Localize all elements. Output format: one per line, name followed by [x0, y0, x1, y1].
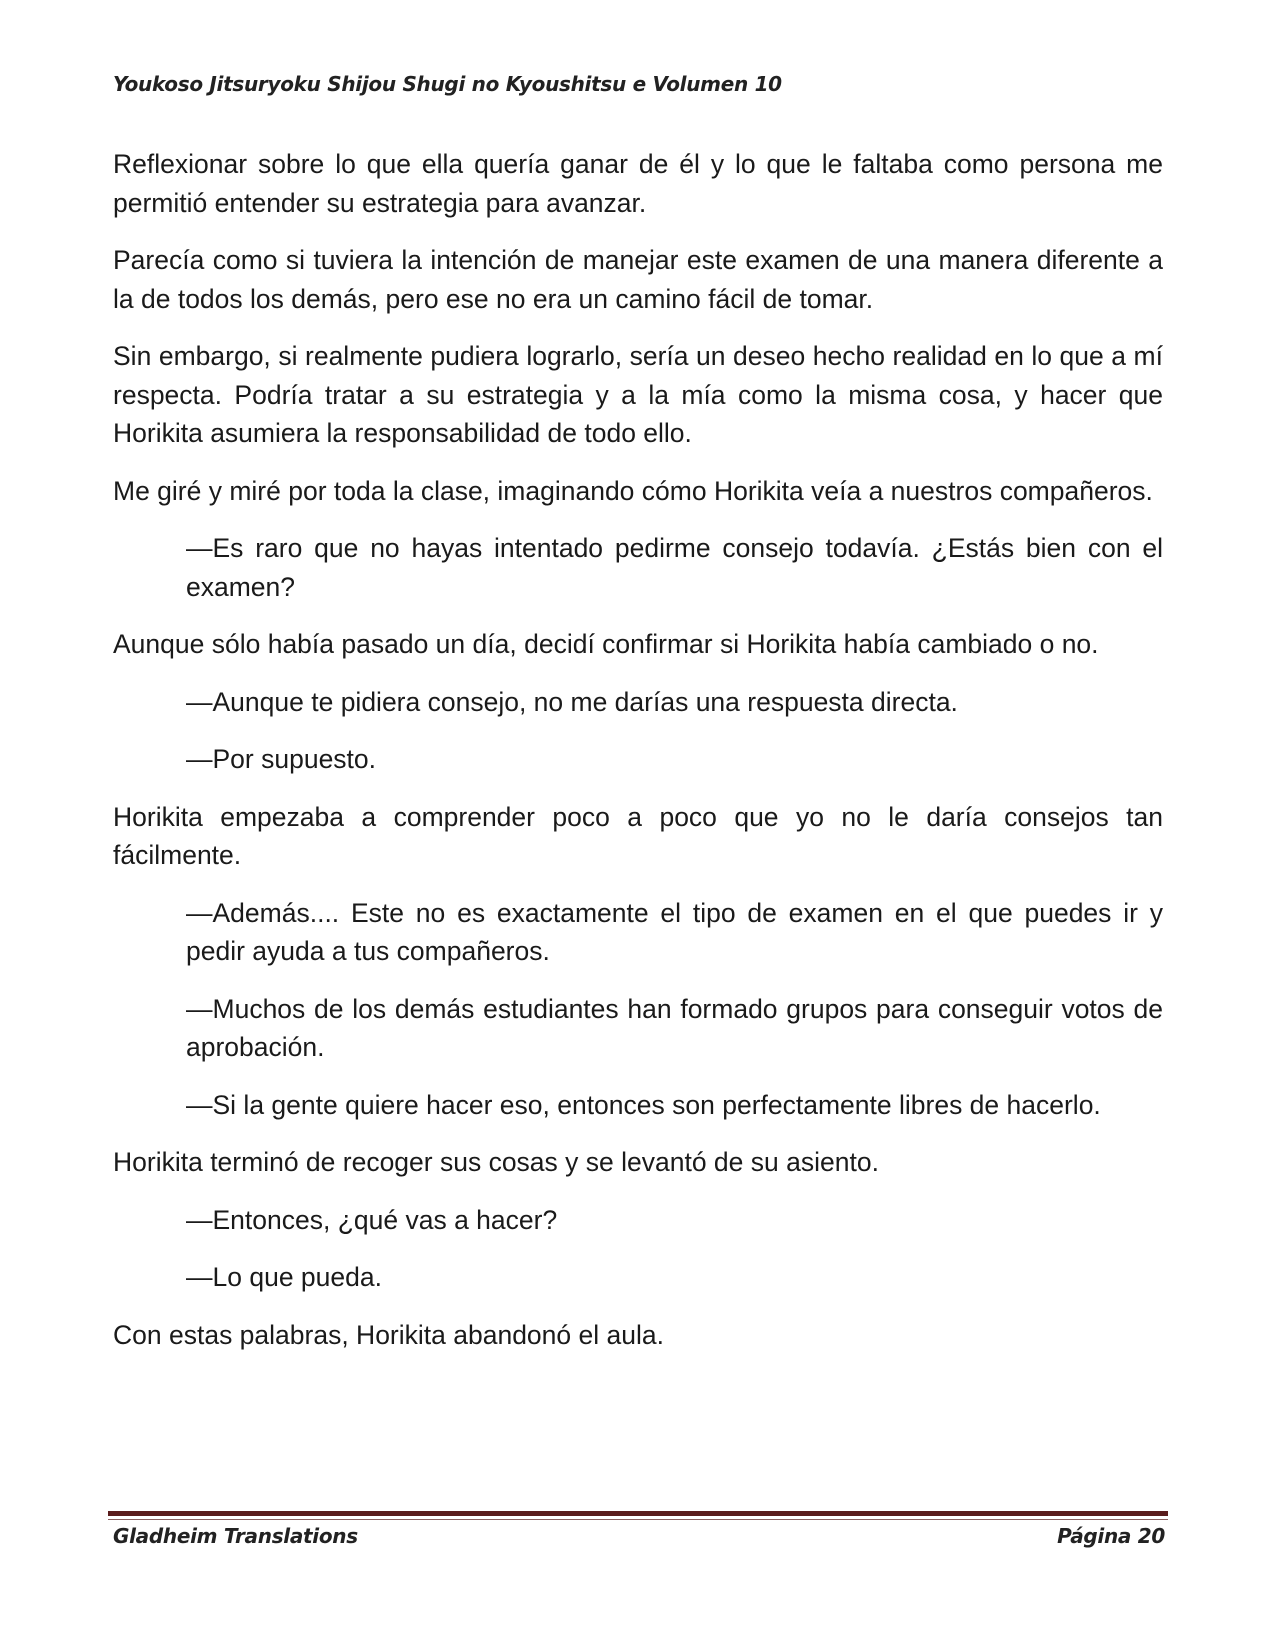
dialogue-paragraph: —Muchos de los demás estudiantes han formado grupos para conseguir votos de aprobación.: [186, 993, 1163, 1062]
dialogue-paragraph: —Lo que pueda.: [186, 1262, 382, 1292]
footer-credit: Gladheim Translations: [113, 1524, 358, 1548]
dialogue-paragraph: —Entonces, ¿qué vas a hacer?: [186, 1204, 558, 1235]
running-header: Youkoso Jitsuryoku Shijou Shugi no Kyoushitsu e Volumen 10: [113, 72, 782, 96]
page-body: [113, 145, 1163, 1373]
footer-divider-thick: [108, 1511, 1168, 1516]
paragraph: Horikita terminó de recoger sus cosas y se levantó de su asiento.: [113, 1147, 879, 1177]
dialogue-paragraph: —Por supuesto.: [186, 744, 377, 774]
paragraph: Aunque sólo había pasado un día, decidí confirmar si Horikita había cambiado o no.: [113, 629, 1099, 659]
dialogue-paragraph: —Si la gente quiere hacer eso, entonces son perfectamente libres de hacerlo.: [186, 1089, 1101, 1120]
page-number: Página 20: [1057, 1524, 1165, 1548]
dialogue-paragraph: —Es raro que no hayas intentado pedirme consejo todavía. ¿Estás bien con el examen?: [186, 533, 1163, 602]
paragraph: Reflexionar sobre lo que ella quería ganar de él y lo que le faltaba como persona me permitió entender su estrategia para avanzar.: [113, 149, 1163, 218]
paragraph: Parecía como si tuviera la intención de manejar este examen de una manera diferente a la de todos los demás, pero ese no era un camino fácil de tomar.: [113, 245, 1163, 314]
paragraph: Con estas palabras, Horikita abandonó el aula.: [113, 1319, 664, 1350]
footer-divider: [108, 1511, 1168, 1521]
dialogue-paragraph: —Aunque te pidiera consejo, no me darías una respuesta directa.: [186, 686, 958, 717]
paragraph: Horikita empezaba a comprender poco a poco que yo no le daría consejos tan fácilmente.: [113, 801, 1163, 870]
footer-divider-thin: [108, 1519, 1168, 1520]
paragraph: Sin embargo, si realmente pudiera lograrlo, sería un deseo hecho realidad en lo que a mí respecta. Podría tratar a su estrategia y a la mía como la misma cosa, y hacer que Horikita asumiera la responsabilidad de todo ello.: [113, 341, 1163, 448]
paragraph: Me giré y miré por toda la clase, imaginando cómo Horikita veía a nuestros compañeros.: [113, 475, 1153, 506]
dialogue-paragraph: —Además.... Este no es exactamente el tipo de examen en el que puedes ir y pedir ayuda a tus compañeros.: [186, 897, 1163, 966]
